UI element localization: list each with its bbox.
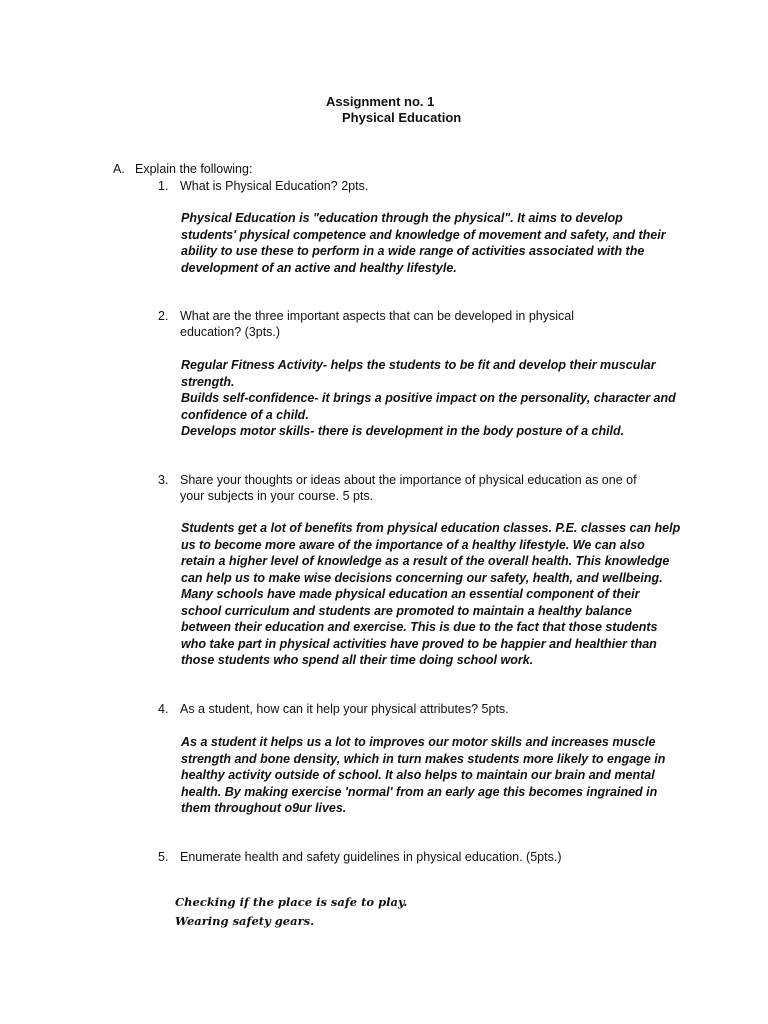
- section-heading: [113, 162, 252, 176]
- question-1: [158, 178, 638, 194]
- subject-title: Physical Education: [342, 110, 462, 125]
- question-number: 1.: [158, 179, 169, 193]
- answer-paragraph: Physical Education is "education through the physical". It aims to develop students' physical competence and knowledge of movement and safety, and their ability to use these to perform in a wide range of activities associated with the development of an active and healthy lifestyle.: [181, 211, 666, 275]
- answer-line: Develops motor skills- there is development in the body posture of a child.: [181, 424, 625, 438]
- section-marker: A.: [113, 162, 125, 176]
- question-4: [158, 701, 638, 717]
- question-number: 4.: [158, 702, 169, 716]
- answer-paragraph: As a student it helps us a lot to improves our motor skills and increases muscle strength and bone density, which in turn makes students more likely to engage in healthy activity outside of school. It also helps to maintain our brain and mental health. By making exercise 'normal' from an early age this becomes ingrained in them throughout o9ur lives.: [181, 735, 666, 815]
- answer-line: Wearing safety gears.: [175, 914, 315, 928]
- question-text: As a student, how can it help your physical attributes? 5pts.: [180, 702, 509, 716]
- question-3: [158, 472, 638, 504]
- question-2: [158, 308, 638, 340]
- question-number: 5.: [158, 850, 169, 864]
- answer-line: Regular Fitness Activity- helps the students to be fit and develop their muscular strength.: [181, 358, 656, 389]
- question-text: Share your thoughts or ideas about the importance of physical education as one of your subjects in your course. 5 pts.: [180, 473, 637, 503]
- question-5: [158, 849, 638, 865]
- question-text: Enumerate health and safety guidelines in physical education. (5pts.): [180, 850, 562, 864]
- answer-line: Builds self-confidence- it brings a positive impact on the personality, character and confidence of a child.: [181, 391, 676, 422]
- section-label: Explain the following:: [135, 162, 253, 176]
- answer-4: [181, 734, 681, 817]
- question-text: What is Physical Education? 2pts.: [180, 179, 369, 193]
- answer-5: [175, 893, 407, 931]
- answer-paragraph: Students get a lot of benefits from physical education classes. P.E. classes can help us to become more aware of the importance of a healthy lifestyle. We can also retain a higher level of knowledge as a result of the overall health. This knowledge can help us to make wise decisions concerning our safety, health, and wellbeing. Many schools have made physical education an essential component of their school curriculum and students are promoted to maintain a healthy balance between their education and exercise. This is due to the fact that those students who take part in physical activities have proved to be happier and healthier than those students who spend all their time doing school work.: [181, 521, 681, 667]
- answer-3: [181, 520, 681, 669]
- answer-1: [181, 210, 681, 276]
- answer-2: [181, 357, 681, 440]
- question-number: 2.: [158, 309, 169, 323]
- answer-line: Checking if the place is safe to play.: [175, 895, 408, 909]
- question-number: 3.: [158, 473, 169, 487]
- question-text: What are the three important aspects that can be developed in physical education? (3pts.): [180, 309, 574, 339]
- assignment-title: Assignment no. 1: [326, 94, 435, 109]
